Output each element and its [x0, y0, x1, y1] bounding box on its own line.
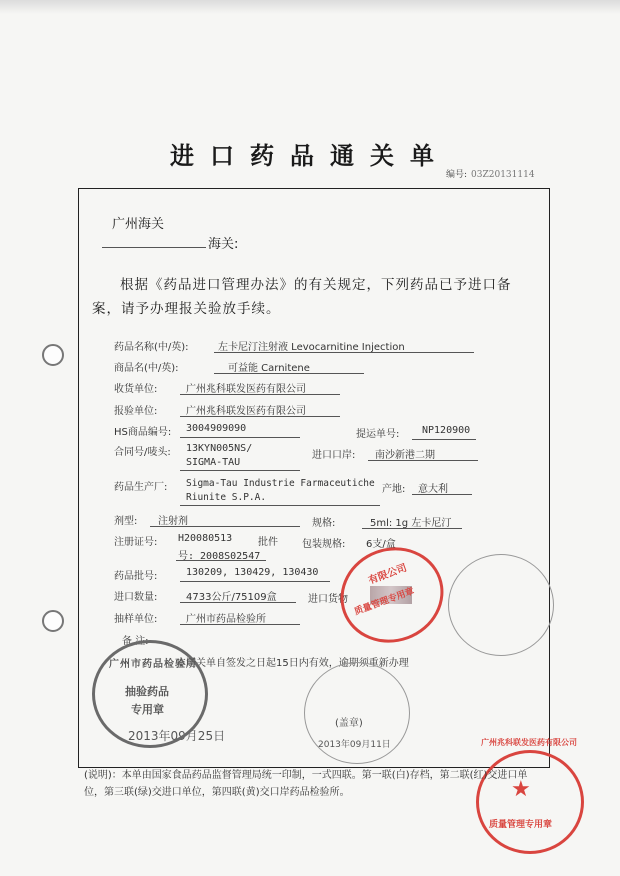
lot-no-label: 药品批号:	[114, 571, 158, 582]
reg-no-value-2: 号: 2008S02547	[178, 551, 261, 562]
bottom-right-stamp	[476, 738, 584, 854]
dosage-form-line	[150, 526, 300, 527]
manufacturer-label: 药品生产厂:	[114, 482, 168, 493]
remarks-label: 备 注:	[122, 636, 149, 647]
inspection-stamp	[92, 640, 208, 748]
lot-no-line	[180, 581, 330, 582]
punch-hole-bottom	[42, 610, 64, 632]
document-title: 进口药品通关单	[170, 141, 450, 170]
reg-no-batch-label: 批件	[258, 537, 278, 548]
bill-no-line	[412, 439, 476, 440]
trade-name-line	[214, 373, 364, 374]
page-edge	[0, 0, 620, 14]
declarant-line	[180, 416, 340, 417]
contract-value-2: SIGMA-TAU	[186, 457, 241, 468]
hs-code-line	[180, 437, 300, 438]
contract-label: 合同号/唛头:	[114, 447, 171, 458]
faint-seal-right	[448, 554, 554, 656]
bill-no-label: 提运单号:	[356, 429, 400, 440]
quantity-value: 4733公斤/75109盒	[186, 592, 277, 603]
intro-line-2: 案，请予办理报关验放手续。	[92, 301, 281, 317]
port-line	[368, 460, 478, 461]
declarant-label: 报验单位:	[114, 406, 158, 417]
hs-code-value: 3004909090	[186, 423, 247, 434]
serial-number	[446, 167, 535, 180]
import-date-label: 进口货物	[308, 594, 348, 605]
company-stamp-inner: 质量管理专用章	[353, 586, 416, 618]
origin-label: 产地:	[382, 484, 406, 495]
trade-name-label: 商品名(中/英):	[114, 363, 179, 374]
inspection-stamp-outer: 广州市药品检验所	[109, 659, 197, 670]
inspection-value: 广州市药品检验所	[186, 614, 266, 625]
seal-note: (盖章)	[335, 718, 363, 729]
origin-value: 意大利	[418, 484, 448, 495]
trade-name-value: 可益能 Carnitene	[228, 363, 310, 374]
manufacturer-line	[180, 505, 380, 506]
customs-name: 广州海关	[112, 217, 165, 232]
consignee-label: 收货单位:	[114, 384, 158, 395]
quantity-line	[180, 602, 296, 603]
consignee-value: 广州兆科联发医药有限公司	[186, 384, 306, 395]
issue-date-left: 2013年09月25日	[128, 729, 226, 743]
dosage-form-label: 剂型:	[114, 516, 138, 527]
inspection-stamp-inner-1: 抽验药品	[125, 685, 169, 698]
bottom-stamp-text: 质量管理专用章	[489, 820, 553, 830]
intro-line-1: 根据《药品进口管理办法》的有关规定，下列药品已予进口备	[120, 277, 512, 293]
origin-line	[412, 494, 472, 495]
consignee-line	[180, 394, 340, 395]
customs-seal-faint	[304, 662, 410, 764]
drug-name-label: 药品名称(中/英):	[114, 342, 189, 353]
bottom-stamp-outer: 广州兆科联发医药有限公司	[481, 738, 577, 747]
spec-value: 5ml: 1g 左卡尼汀	[370, 518, 452, 529]
contract-line	[180, 470, 300, 471]
inspection-label: 抽样单位:	[114, 614, 158, 625]
hs-code-label: HS商品编号:	[114, 427, 172, 438]
reg-no-label: 注册证号:	[114, 537, 158, 548]
inspection-stamp-inner-2: 专用章	[131, 703, 164, 716]
manufacturer-value-2: Riunite S.P.A.	[186, 492, 267, 503]
inspection-line	[180, 624, 300, 625]
serial-label: 编号:	[446, 170, 468, 180]
customs-blank-line	[102, 247, 206, 248]
port-label: 进口口岸:	[312, 450, 356, 461]
punch-hole-top	[42, 344, 64, 366]
reg-no-line	[176, 560, 266, 561]
customs-suffix: 海关:	[208, 237, 239, 252]
stamp-star-icon: ★	[511, 777, 531, 802]
dosage-form-value: 注射剂	[158, 516, 188, 527]
validity-notice: 本通关单自签发之日起15日内有效，逾期须重新办理	[176, 658, 409, 669]
package-label: 包装规格:	[302, 539, 346, 550]
footer-note: (说明)：本单由国家食品药品监督管理局统一印制，一式四联。第一联(白)存档，第二联(红)交进口单位，第三联(绿)交进口单位，第四联(黄)交口岸药品检验所。	[84, 770, 528, 798]
quantity-label: 进口数量:	[114, 592, 158, 603]
drug-name-line	[214, 352, 474, 353]
drug-name-value: 左卡尼汀注射液 Levocarnitine Injection	[218, 342, 405, 353]
lot-no-value: 130209, 130429, 130430	[186, 567, 319, 578]
issue-date-right: 2013年09月11日	[318, 740, 391, 750]
package-value: 6支/盒	[366, 539, 396, 550]
spec-label: 规格:	[312, 518, 336, 529]
contract-value-1: 13KYN005NS/	[186, 443, 253, 454]
company-stamp-outer: 有限公司	[367, 562, 409, 587]
spec-line	[362, 528, 462, 529]
port-value: 南沙新港二期	[375, 450, 435, 461]
declarant-value: 广州兆科联发医药有限公司	[186, 406, 306, 417]
reg-no-value-1: H20080513	[178, 533, 233, 544]
serial-value: 03Z20131114	[471, 170, 535, 180]
manufacturer-value-1: Sigma-Tau Industrie Farmaceutiche	[186, 478, 375, 489]
bill-no-value: NP120900	[422, 425, 471, 436]
